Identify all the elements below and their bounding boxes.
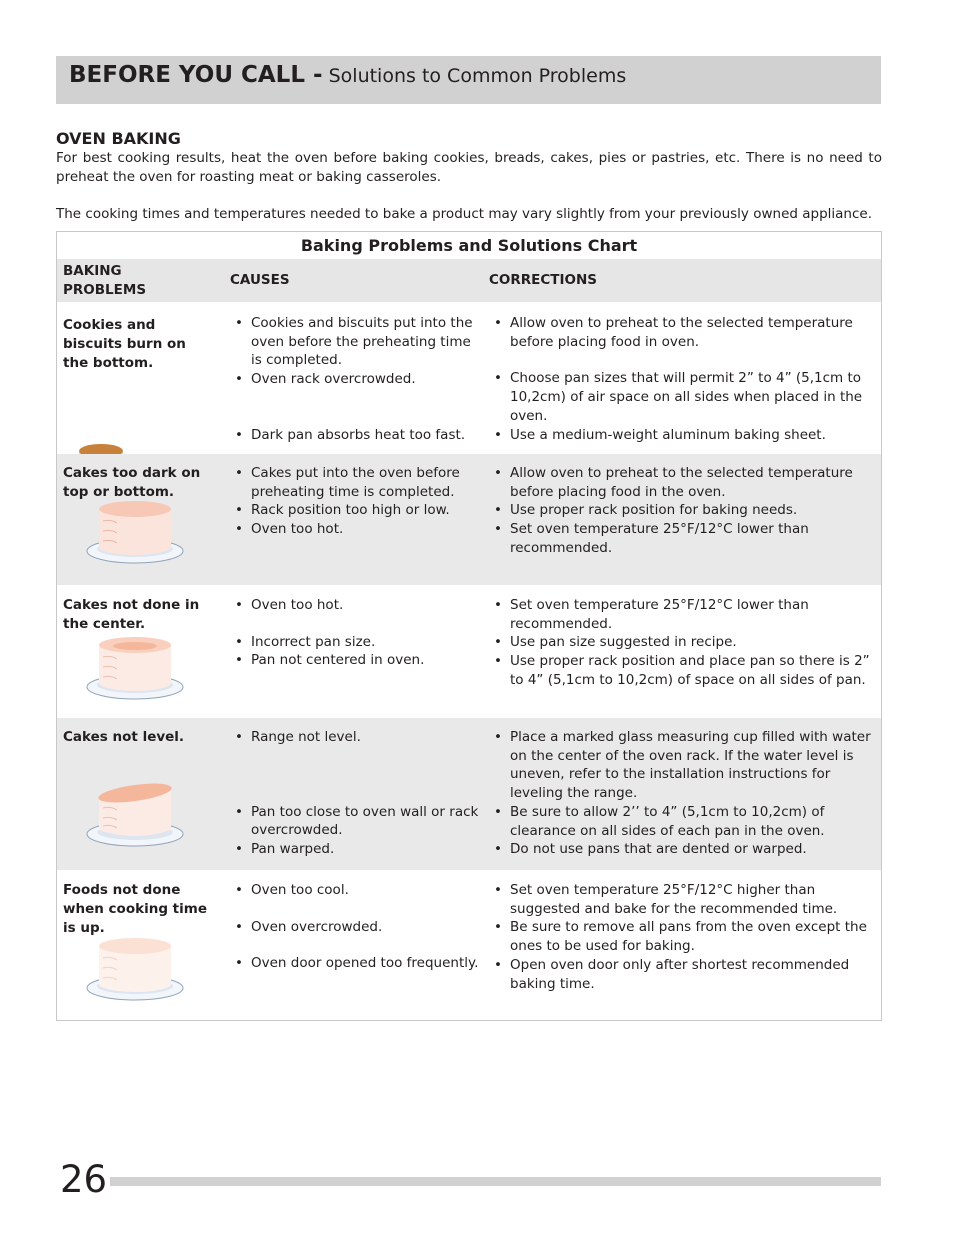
cake-underdone-illustration <box>85 635 197 703</box>
note-paragraph: The cooking times and temperatures needed to bake a product may vary slightly from your previously owned appliance. <box>56 206 872 222</box>
cause-item: • Oven too cool. <box>230 881 480 900</box>
problem-label: Cakes not done in the center. <box>63 597 200 632</box>
causes-list <box>230 314 480 445</box>
chart-title: Baking Problems and Solutions Chart <box>300 236 638 255</box>
cause-item: • Pan not centered in oven. <box>230 651 480 670</box>
corrections-list <box>489 314 879 444</box>
correction-item: • Place a marked glass measuring cup filled with water on the center of the oven rack. If the water level is uneven, refer to the installation instructions for leveling the range. <box>489 728 879 803</box>
corrections-list <box>489 728 879 859</box>
cause-item: • Dark pan absorbs heat too fast. <box>230 426 480 445</box>
correction-item: • Use a medium-weight aluminum baking sheet. <box>489 426 879 445</box>
section-heading: OVEN BAKING <box>56 129 181 148</box>
cause-item: • Oven too hot. <box>230 520 480 539</box>
footer-bar <box>110 1177 881 1186</box>
cause-item: • Oven overcrowded. <box>230 918 480 937</box>
table-row <box>57 302 881 454</box>
corrections-list <box>489 596 879 690</box>
correction-item: • Do not use pans that are dented or warped. <box>489 840 879 859</box>
page-number: 26 <box>60 1158 108 1201</box>
cause-item: • Rack position too high or low. <box>230 501 480 520</box>
correction-item: • Allow oven to preheat to the selected temperature before placing food in the oven. <box>489 464 879 501</box>
header-band <box>56 56 881 104</box>
cause-item: • Range not level. <box>230 728 480 747</box>
cake-uneven-illustration <box>85 782 197 850</box>
col-header-problems <box>63 262 146 300</box>
correction-item: • Allow oven to preheat to the selected temperature before placing food in oven. <box>489 314 879 351</box>
page-title-subtitle: Solutions to Common Problems <box>322 65 627 87</box>
table-row <box>57 585 881 718</box>
cause-item: • Pan too close to oven wall or rack overcrowded. <box>230 803 480 840</box>
problem-label: Cookies and biscuits burn on the bottom. <box>63 317 186 371</box>
cause-item: • Cookies and biscuits put into the oven before the preheating time is completed. <box>230 314 480 370</box>
page-title <box>69 62 626 88</box>
correction-item: • Be sure to allow 2’’ to 4” (5,1cm to 10,2cm) of clearance on all sides of each pan in the oven. <box>489 803 879 840</box>
causes-list <box>230 728 480 859</box>
cause-item: • Oven rack overcrowded. <box>230 370 480 389</box>
cause-item: • Incorrect pan size. <box>230 633 480 652</box>
correction-item: • Set oven temperature 25°F/12°C higher than suggested and bake for the recommended time. <box>489 881 879 918</box>
correction-item: • Set oven temperature 25°F/12°C lower than recommended. <box>489 520 879 557</box>
table-row <box>57 870 881 1020</box>
problem-label: Cakes too dark on top or bottom. <box>63 465 201 500</box>
col-header-problems-line2: PROBLEMS <box>63 282 147 298</box>
intro-paragraph: For best cooking results, heat the oven before baking cookies, breads, cakes, pies or pastries, etc. There is no need to preheat the oven for roasting meat or baking casseroles. <box>56 150 882 185</box>
cake-pale-illustration <box>85 936 197 1004</box>
correction-item: • Use proper rack position for baking needs. <box>489 501 879 520</box>
column-header-row <box>57 259 881 302</box>
causes-list <box>230 596 480 670</box>
col-header-problems-line1: BAKING <box>63 263 122 279</box>
col-header-causes: CAUSES <box>230 272 290 288</box>
table-row <box>57 454 881 585</box>
correction-item: • Use pan size suggested in recipe. <box>489 633 879 652</box>
col-header-corrections: CORRECTIONS <box>489 272 598 288</box>
baking-chart <box>56 231 882 1021</box>
causes-list <box>230 881 480 973</box>
corrections-list <box>489 881 879 993</box>
page-title-bold: BEFORE YOU CALL - <box>69 62 323 88</box>
cause-item: • Oven too hot. <box>230 596 480 615</box>
correction-item: • Set oven temperature 25°F/12°C lower than recommended. <box>489 596 879 633</box>
cause-item: • Oven door opened too frequently. <box>230 954 480 973</box>
causes-list <box>230 464 480 539</box>
cake-dark-illustration <box>85 499 197 567</box>
problem-label: Foods not done when cooking time is up. <box>63 882 207 936</box>
corrections-list <box>489 464 879 558</box>
problem-label: Cakes not level. <box>63 729 185 745</box>
correction-item: • Open oven door only after shortest recommended baking time. <box>489 956 879 993</box>
cause-item: • Cakes put into the oven before preheating time is completed. <box>230 464 480 501</box>
cause-item: • Pan warped. <box>230 840 480 859</box>
table-row <box>57 718 881 870</box>
correction-item: • Be sure to remove all pans from the oven except the ones to be used for baking. <box>489 918 879 955</box>
correction-item: • Use proper rack position and place pan so there is 2” to 4” (5,1cm to 10,2cm) of space on all sides of pan. <box>489 652 879 689</box>
correction-item: • Choose pan sizes that will permit 2” to 4” (5,1cm to 10,2cm) of air space on all sides when placed in the oven. <box>489 369 879 425</box>
